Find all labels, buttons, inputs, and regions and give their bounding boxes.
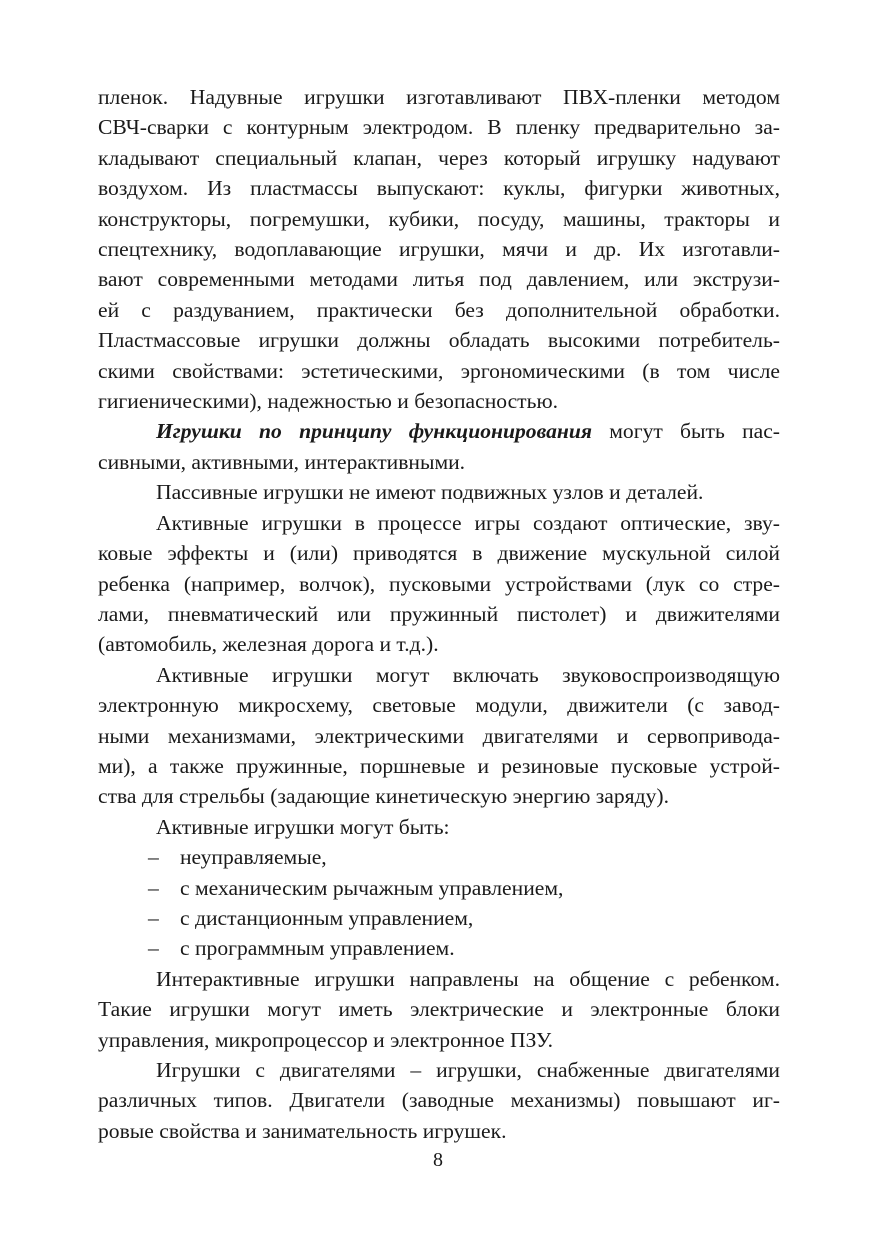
dash-bullet: – [148, 936, 159, 961]
text-line: Активные игрушки могут быть: [156, 814, 450, 839]
paragraph-active-toys [98, 508, 780, 660]
text-line: Пластмассовые игрушки должны обладать высокими потребитель- [98, 328, 780, 353]
text-line: электронную микросхему, световые модули, движители (с завод- [98, 693, 780, 718]
active-toys-list [98, 842, 780, 964]
page-number: 8 [433, 1149, 443, 1171]
text-line: ми), а также пружинные, поршневые и резиновые пусковые устрой- [98, 753, 780, 778]
text-line: Пассивные игрушки не имеют подвижных узлов и деталей. [156, 480, 704, 505]
list-item [98, 933, 780, 963]
text-line: лами, пневматический или пружинный пистолет) и движителями [98, 601, 780, 626]
paragraph-passive-toys [98, 477, 780, 507]
body-text [98, 82, 780, 1146]
text-line: конструкторы, погремушки, кубики, посуду, машины, тракторы и [98, 206, 780, 231]
text-line: (автомобиль, железная дорога и т.д.). [98, 632, 439, 657]
list-item [98, 903, 780, 933]
defined-term: Игрушки по принципу функционирования [156, 419, 593, 444]
text-line: ными механизмами, электрическими двигателями и сервопривода- [98, 723, 780, 748]
text-line [98, 416, 780, 446]
text-line: СВЧ-сварки с контурным электродом. В пленку предварительно за- [98, 115, 780, 140]
text-line: сивными, активными, интерактивными. [98, 449, 466, 474]
text-line: Игрушки с двигателями – игрушки, снабженные двигателями [156, 1058, 780, 1082]
text-line: ства для стрельбы (задающие кинетическую энергию заряду). [98, 784, 669, 809]
text-line: скими свойствами: эстетическими, эргономическими (в том числе [98, 358, 780, 383]
text-line: управления, микропроцессор и электронное ПЗУ. [98, 1027, 554, 1052]
dash-bullet: – [148, 875, 159, 900]
paragraph-active-toys-components [98, 660, 780, 812]
text-line: ковые эффекты и (или) приводятся в движение мускульной силой [98, 541, 780, 566]
text-line: Активные игрушки в процессе игры создают оптические, зву- [156, 510, 780, 535]
text-line: воздухом. Из пластмассы выпускают: куклы, фигурки животных, [98, 176, 780, 201]
text-line: ровые свойства и занимательность игрушек. [98, 1118, 507, 1143]
list-item [98, 842, 780, 872]
paragraph-motorized-toys [98, 1055, 780, 1146]
paragraph-interactive-toys [98, 964, 780, 1055]
text-line: ей с раздуванием, практически без дополнительной обработки. [98, 297, 780, 322]
text-line: пленок. Надувные игрушки изготавливают ПВХ-пленки методом [98, 85, 780, 109]
text-line: ребенка (например, волчок), пусковыми устройствами (лук со стре- [98, 571, 780, 596]
text-line: Активные игрушки могут включать звуковоспроизводящую [156, 662, 780, 687]
list-intro [98, 812, 780, 842]
text-line: вают современными методами литья под давлением, или экструзи- [98, 267, 780, 292]
list-item [98, 873, 780, 903]
text-line: кладывают специальный клапан, через который игрушку надувают [98, 145, 780, 170]
list-item-text: с дистанционным управлением, [180, 905, 474, 930]
dash-bullet: – [148, 845, 159, 870]
text-fragment: могут быть пас- [592, 419, 780, 444]
paragraph-functioning-classification [98, 416, 780, 477]
text-line: Интерактивные игрушки направлены на общение с ребенком. [156, 966, 780, 991]
text-line: Такие игрушки могут иметь электрические и электронные блоки [98, 997, 780, 1022]
paragraph-inflatable-plastic-toys [98, 82, 780, 416]
dash-bullet: – [148, 905, 159, 930]
text-line: гигиеническими), надежностью и безопасностью. [98, 389, 558, 414]
list-item-text: с механическим рычажным управлением, [180, 875, 564, 900]
list-item-text: неуправляемые, [180, 845, 327, 870]
text-line: спецтехнику, водоплавающие игрушки, мячи и др. Их изготавли- [98, 237, 780, 262]
list-item-text: с программным управлением. [180, 936, 455, 961]
text-line: различных типов. Двигатели (заводные механизмы) повышают иг- [98, 1088, 780, 1113]
